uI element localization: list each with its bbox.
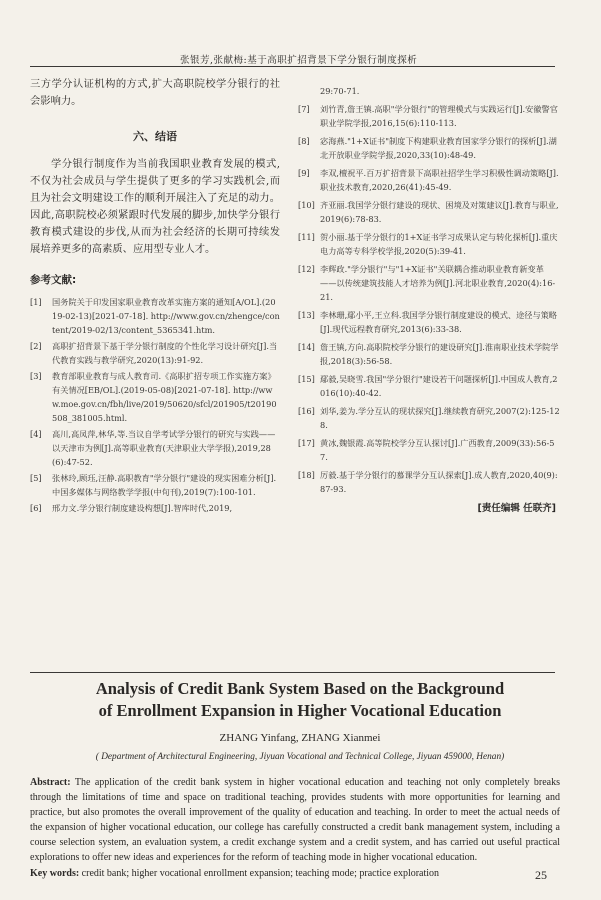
reference-text: 齐亚丽.我国学分银行建设的现状、困境及对策建议[J].教育与职业,2019(6):78-83. [320,200,559,224]
reference-text: 邢力文.学分银行制度建设构想[J].智库时代,2019, [52,503,233,513]
reference-number: [14] [298,342,315,352]
reference-number: [1] [30,297,42,307]
reference-number: [16] [298,406,315,416]
english-title-line-2: of Enrollment Expansion in Higher Vocational Education [98,701,502,720]
reference-text: 刘华,姜为.学分互认的现状探究[J].继续教育研究,2007(2):125-128. [320,406,560,430]
reference-text: 刘竹青,詹王镇.高职"学分银行"的管理模式与实践运行[J].安徽警官职业学院学报,2016,15(6):110-113. [320,104,558,128]
reference-item [30,295,280,337]
conclusion-heading: 六、结语 [133,130,177,143]
reference-number: [2] [30,341,42,351]
reference-text: 高川,高凤萍,林华,等.当议自学考试学分银行的研究与实践——以天津市为例[J].高等职业教育(天津职业大学学报),2019,28(6):47-52. [52,429,276,467]
reference-item [298,468,560,496]
reference-item [298,372,560,400]
responsible-editor: [责任编辑 任联齐] [477,503,556,514]
english-abstract [30,775,560,865]
reference-text: 詹王镇,方向.高职院校学分银行的建设研究[J].淮南职业技术学院学报,2018(3):56-58. [320,342,559,366]
reference-text: 李辉政."学分银行"与"1+X证书"关联耦合推动职业教育新变革——以传统建筑技能人才培养为例[J].河北职业教育,2020(4):16-21. [320,264,556,302]
reference-item [298,436,560,464]
reference-continuation: 29:70-71. [320,86,360,96]
reference-text: 厉毅.基于学分银行的慕课学分互认探索[J].成人教育,2020,40(9):87-93. [320,470,558,494]
keywords-text: credit bank; higher vocational enrollment expansion; teaching mode; practice exploration [81,868,440,879]
running-header: 张银芳,张献梅:基于高职扩招背景下学分银行制度探析 [180,55,418,66]
reference-number: [17] [298,438,315,448]
reference-text: 黄冰,魏银霞.高等院校学分互认探讨[J].广西教育,2009(33):56-57. [320,438,555,462]
reference-number: [8] [298,136,310,146]
reference-text: 教育部职业教育与成人教育司.《高职扩招专项工作实施方案》有关情况[EB/OL].(2019-05-08)[2021-07-18]. http://www.moe.gov.cn/fbh/live/2019/50620/sfcl/201905/t20190508_381005.html. [52,371,277,423]
reference-item [298,230,560,258]
english-authors: ZHANG Yinfang, ZHANG Xianmei [219,732,381,744]
reference-number: [3] [30,371,42,381]
section-divider [30,672,555,673]
english-keywords [30,866,560,881]
page-number: 25 [535,868,547,882]
reference-number: [15] [298,374,315,384]
references-label: 参考文献: [30,274,77,286]
reference-item [298,198,560,226]
conclusion-paragraph: 学分银行制度作为当前我国职业教育发展的模式,不仅为社会成员与学生提供了更多的学习实践机会,而且为社会文明建设工作的顺利开展注入了充足的动力。因此,高职院校必须紧跟时代发展的脚步,加快学分银行教育模式建设的步伐,从而为社会经济的长期可持续发展培养更多的高素质、应用型专业人才。 [30,158,280,255]
reference-text: 宓海燕."1+X证书"制度下构建职业教育国家学分银行的探析[J].湖北开放职业学院学报,2020,33(10):48-49. [320,136,557,160]
reference-item [298,404,560,432]
reference-number: [12] [298,264,315,274]
reference-text: 贺小丽.基于学分银行的1+X证书学习成果认定与转化探析[J].重庆电力高等专科学校学报,2020(5):39-41. [320,232,558,256]
intro-paragraph: 三方学分认证机构的方式,扩大高职院校学分银行的社会影响力。 [30,78,280,107]
english-title-line-1: Analysis of Credit Bank System Based on the Background [95,679,505,698]
reference-number: [5] [30,473,42,483]
reference-text: 高职扩招背景下基于学分银行制度的个性化学习设计研究[J].当代教育实践与教学研究,2020(13):91-92. [52,341,278,365]
reference-text: 国务院关于印发国家职业教育改革实施方案的通知[A/OL].(2019-02-13)[2021-07-18]. http://www.gov.cn/zhengce/content/2019-02/13/content_5365341.htm. [52,297,280,335]
reference-number: [7] [298,104,310,114]
reference-text: 李林珊,鄢小平,王立科.我国学分银行制度建设的模式、途径与策略[J].现代远程教育研究,2013(6):33-38. [320,310,558,334]
left-column [30,76,280,517]
english-affiliation: ( Department of Architectural Engineering, Jiyuan Vocational and Technical College, Jiyuan 459000, Henan) [95,752,505,762]
reference-item [30,471,280,499]
reference-number: [10] [298,200,315,210]
reference-item [298,340,560,368]
right-column [298,84,560,514]
reference-item [298,308,560,336]
reference-item [30,369,280,425]
reference-number: [4] [30,429,42,439]
reference-item [30,339,280,367]
reference-text: 李双,檀祝平.百万扩招背景下高职社招学生学习积极性调动策略[J].职业技术教育,2020,26(41):45-49. [320,168,559,192]
header-rule [30,66,555,67]
reference-number: [6] [30,503,42,513]
abstract-text: The application of the credit bank system in higher vocational education and teaching not only completely breaks through the limitations of time and space on traditional teaching, provides students with more opportunities for learning and practice, but also promotes the overall improvement of the quality of education and teaching. In order to meet the actual needs of the expansion of higher vocational education, our college has carefully constructed a credit bank management system, including a course selection system, an evaluation system, a credit exchange system and a credit system, and has carried out useful practical explorations to offer new ideas and experiences for the reform of teaching mode in higher vocational education. [30,777,561,863]
reference-number: [18] [298,470,315,480]
reference-text: 张林玲,顾珏,汪静.高职教育"学分银行"建设的现实困难分析[J].中国多媒体与网络教学学报(中旬刊),2019(7):100-101. [52,473,277,497]
reference-number: [9] [298,168,310,178]
reference-item [298,166,560,194]
reference-text: 鄢毅,吴晓雪.我国"学分银行"建设若干问题探析[J].中国成人教育,2016(10):40-42. [320,374,558,398]
reference-number: [13] [298,310,315,320]
reference-item [298,102,560,130]
reference-item [30,427,280,469]
keywords-label: Key words: [30,868,80,879]
reference-item [298,262,560,304]
abstract-label: Abstract: [30,777,71,788]
reference-item [298,134,560,162]
reference-number: [11] [298,232,315,242]
english-title [30,678,570,722]
reference-item [30,501,280,515]
